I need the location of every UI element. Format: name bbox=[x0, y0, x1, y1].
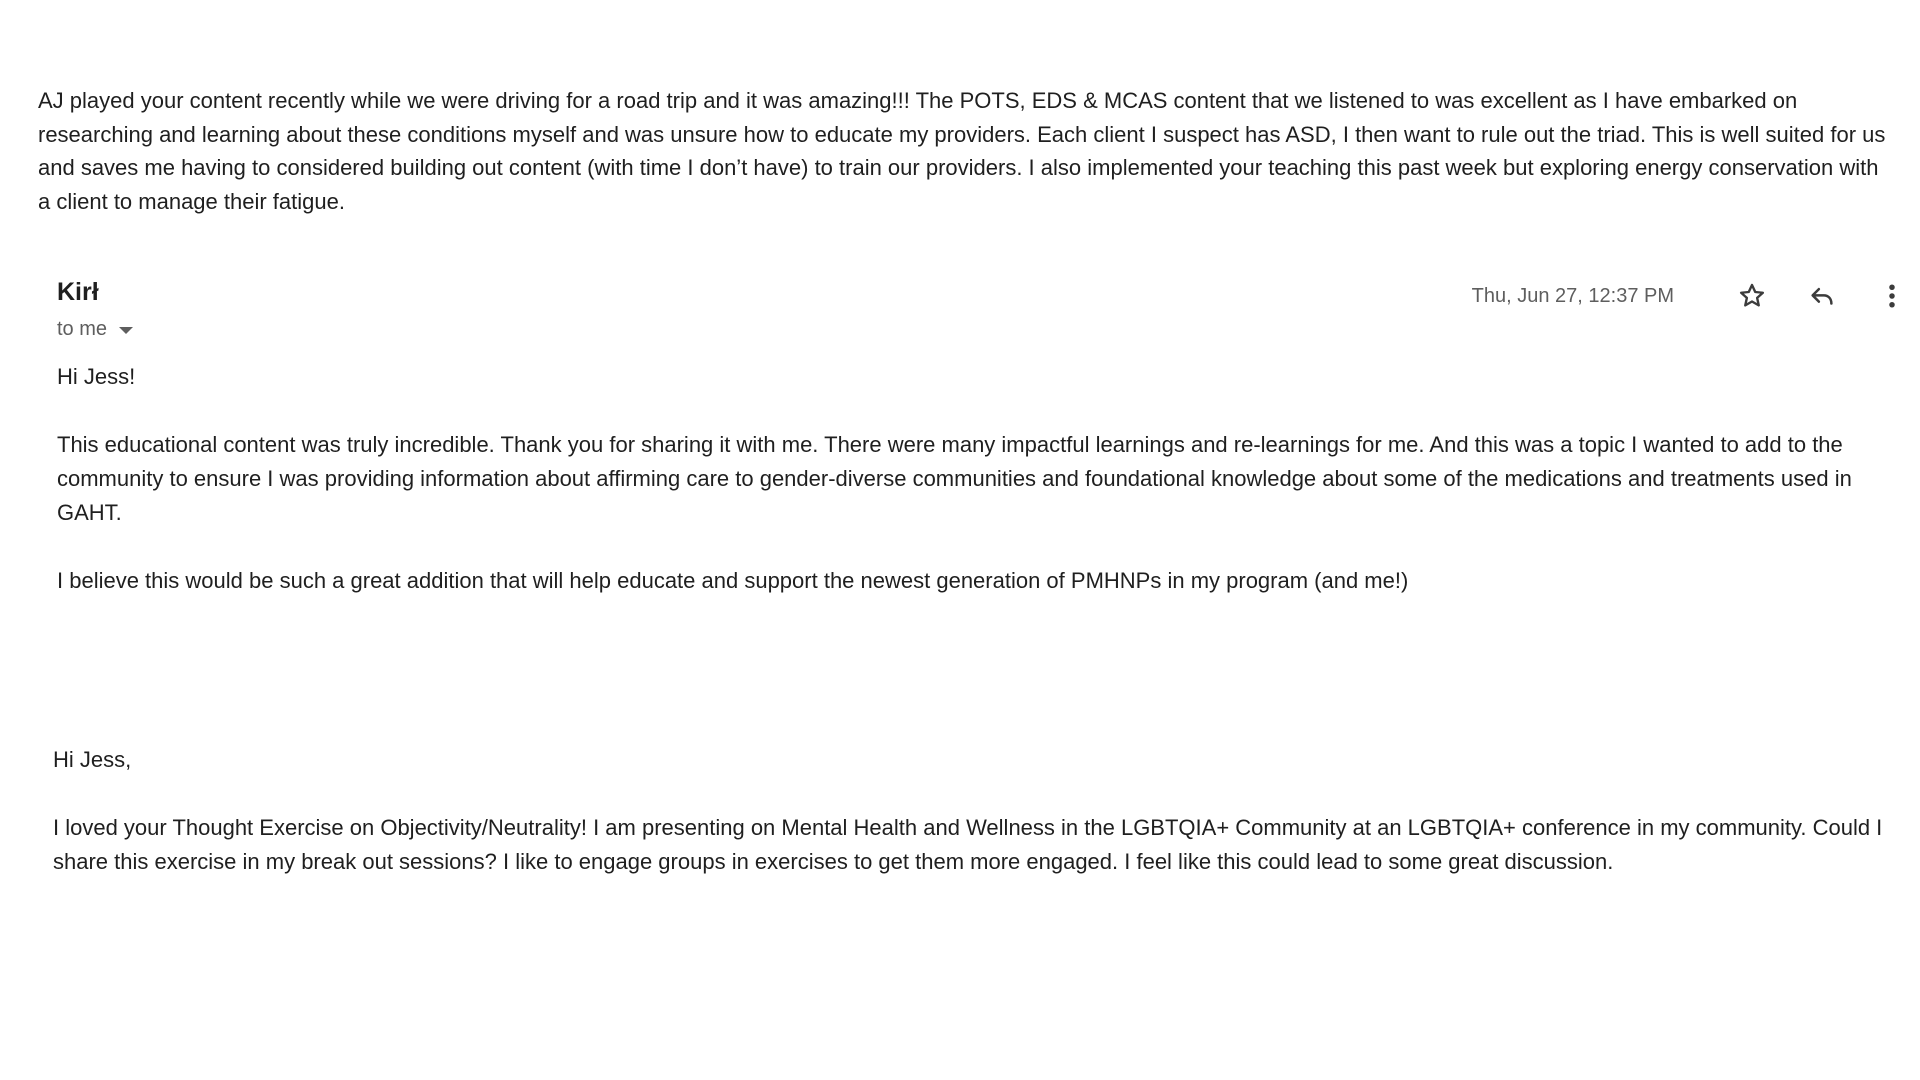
email-body bbox=[57, 360, 1912, 632]
thought-exercise-body: I loved your Thought Exercise on Objectivity/Neutrality! I am presenting on Mental Health and Wellness in the LGBTQIA+ Community at an LGBTQIA+ conference in my community. Could I share this exercise in my break out sessions? I like to engage groups in exercises to get them more engaged. I feel like this could lead to some great discussion. bbox=[53, 815, 1883, 874]
reply-icon bbox=[1807, 281, 1837, 311]
testimonial-aj-text: AJ played your content recently while we were driving for a road trip and it was amazing!!! The POTS, EDS & MCAS content that we listened to was excellent as I have embarked on researching and learning about these conditions myself and was unsure how to educate my providers. Each client I suspect has ASD, I then want to rule out the triad. This is well suited for us and saves me having to considered building out content (with time I don’t have) to train our providers. I also implemented your teaching this past week but exploring energy conservation with a client to manage their fatigue. bbox=[38, 88, 1886, 214]
reply-button[interactable] bbox=[1802, 278, 1842, 314]
thought-exercise-greeting: Hi Jess, bbox=[53, 747, 132, 772]
star-button[interactable] bbox=[1732, 278, 1772, 314]
email-paragraph-2: I believe this would be such a great addition that will help educate and support the newest generation of PMHNPs in my program (and me!) bbox=[57, 568, 1409, 593]
more-vert-icon bbox=[1884, 281, 1900, 311]
email-greeting: Hi Jess! bbox=[57, 364, 136, 389]
recipient-details-toggle[interactable] bbox=[57, 318, 133, 341]
more-options-button[interactable] bbox=[1872, 278, 1912, 314]
recipient-label: to me bbox=[57, 318, 108, 340]
star-icon bbox=[1737, 281, 1767, 311]
email-paragraph-1: This educational content was truly incredible. Thank you for sharing it with me. There were many impactful learnings and re-learnings for me. And this was a topic I wanted to add to the community to ensure I was providing information about affirming care to gender-diverse communities and foundational knowledge about some of the medications and treatments used in GAHT. bbox=[57, 432, 1852, 525]
email-timestamp: Thu, Jun 27, 12:37 PM bbox=[1471, 284, 1674, 307]
testimonial-thought-exercise bbox=[53, 743, 1903, 913]
sender-name[interactable]: Kirł bbox=[57, 278, 99, 306]
caret-down-icon bbox=[119, 327, 133, 334]
email-header-actions bbox=[1472, 278, 1912, 314]
email-header bbox=[57, 278, 1912, 348]
